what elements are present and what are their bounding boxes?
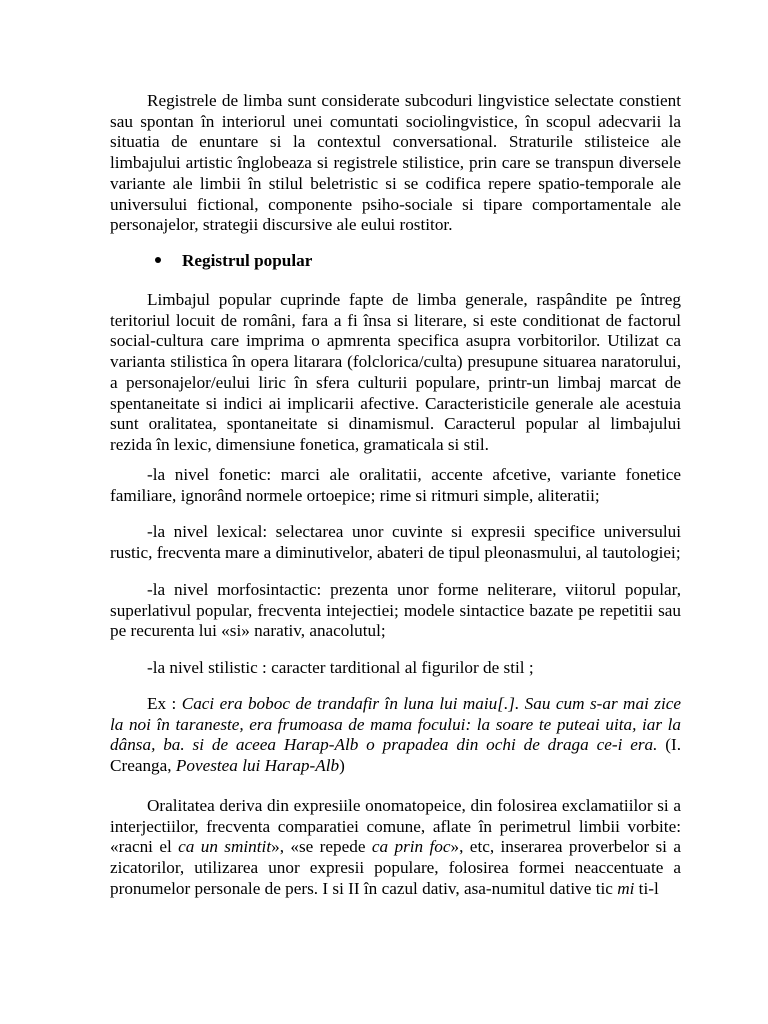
orality-text-4: ti-l xyxy=(634,878,659,898)
bullet-icon xyxy=(155,257,161,263)
orality-italic-2: ca prin foc xyxy=(371,837,451,857)
morphosyntactic-level-paragraph: -la nivel morfosintactic: prezenta unor forme neliterare, viitorul popular, superlativul popular, frecventa intejectiei; modele sintactice bazate pe repetitii sau pe recurenta lui «si» narativ, anacolutul; xyxy=(110,580,681,641)
orality-italic-3: mi xyxy=(617,878,635,898)
orality-text-2: », «se repede xyxy=(271,837,372,857)
example-paragraph xyxy=(110,694,681,777)
section-heading xyxy=(155,251,312,272)
example-quote: Caci era boboc de trandafir în luna lui maiu[.]. Sau cum s-ar mai zice la noi în taraneste, era frumoasa de mama focului: la soare te puteai uita, iar la dânsa, ba. si de aceea Harap-Alb o prapadea din ochi de draga ce-i era. xyxy=(110,694,681,755)
orality-italic-1: ca un smintit xyxy=(178,837,272,857)
orality-text-1: Oralitatea deriva din expresiile onomatopeice, din folosirea exclamatiilor si a interjectiilor, frecventa comparatiei comune, aflate în perimetrul limbii vorbite: «racni el xyxy=(110,796,681,857)
orality-paragraph xyxy=(110,796,681,900)
popular-register-paragraph: Limbajul popular cuprinde fapte de limba generale, raspândite pe întreg teritoriul locuit de români, fara a fi însa si literare, si este conditionat de factorul social-cultura care imprima o apmrenta specifica asupra vorbitorilor. Utilizat ca varianta stilistica în opera litarara (folclorica/culta) presupune situarea naratorului, a personajelor/eului liric în sfera culturii populare, printr-un limbaj marcat de spentaneitate si indici ai implicarii afective. Caracteristicile generale ale acestuia sunt oralitatea, spontaneitate si dinamismul. Caracterul popular al limbajului rezida în lexic, dimensiune fonetica, gramaticala si stil. xyxy=(110,290,681,454)
heading-text: Registrul popular xyxy=(182,251,313,270)
orality-text-3: », etc, inserarea proverbelor si a zicatorilor, utilizarea unor expresii populare, folosirea formei neaccentuate a pronumelor personale de pers. I si II în cazul dativ, asa-numitul dative tic xyxy=(110,837,681,898)
citation-open: (I. Creanga, xyxy=(110,735,681,776)
citation-title: Povestea lui Harap-Alb xyxy=(175,756,340,776)
example-prefix: Ex : xyxy=(147,694,182,713)
stylistic-level-paragraph: -la nivel stilistic : caracter tarditional al figurilor de stil ; xyxy=(147,658,534,677)
intro-paragraph: Registrele de limba sunt considerate subcoduri lingvistice selectate constient sau spontan în interiorul unei comuntati sociolingvistice, în scopul adecvarii la situatia de enuntare si la contextul conversational. Straturile stilisteice ale limbajului artistic înglobeaza si registrele stilistice, prin care se transpun diversele variante ale limbii în stilul beletristic si se codifica repere spatio-temporale ale universului fictional, componente psiho-sociale si tipare comportamentale ale personajelor, strategii discursive ale eului rostitor. xyxy=(110,91,681,235)
citation-close: ) xyxy=(339,756,345,776)
lexical-level-paragraph: -la nivel lexical: selectarea unor cuvinte si expresii specifice universului rustic, frecventa mare a diminutivelor, abateri de tipul pleonasmului, al tautologiei; xyxy=(110,522,681,562)
phonetic-level-paragraph: -la nivel fonetic: marci ale oralitatii, accente afcetive, variante fonetice familiare, ignorând normele ortoepice; rime si ritmuri simple, aliteratii; xyxy=(110,465,681,505)
